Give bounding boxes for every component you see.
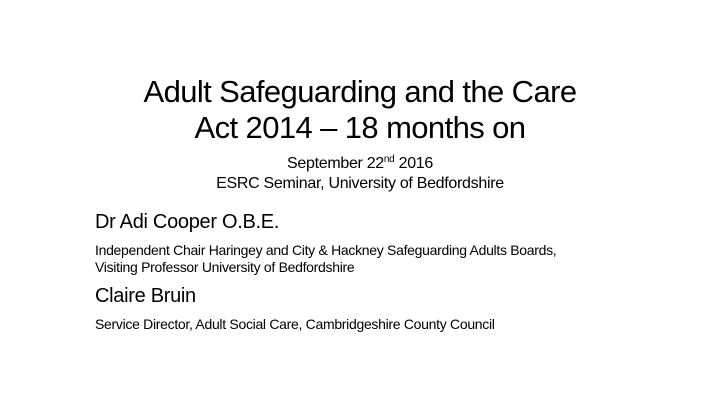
title-line-2: Act 2014 – 18 months on — [194, 110, 526, 145]
title-block — [60, 74, 660, 194]
date-suffix: 2016 — [394, 155, 433, 172]
title-line-1: Adult Safeguarding and the Care — [143, 74, 577, 109]
speaker-role-2 — [95, 316, 695, 333]
speaker-role-1-line-1: Independent Chair Haringey and City & Hackney Safeguarding Adults Boards, — [95, 242, 557, 258]
speaker-list — [95, 210, 695, 333]
seminar-date — [60, 154, 660, 174]
date-superscript: nd — [383, 154, 395, 165]
seminar-event: ESRC Seminar, University of Bedfordshire — [216, 175, 504, 192]
speaker-name-2: Claire Bruin — [95, 285, 196, 307]
speaker-name-1: Dr Adi Cooper O.B.E. — [95, 211, 280, 233]
speaker-role-1-line-2: Visiting Professor University of Bedfordshire — [95, 259, 355, 275]
date-prefix: September 22 — [287, 155, 384, 172]
speaker-role-1 — [95, 242, 695, 276]
speaker-role-2-line-1: Service Director, Adult Social Care, Cambridgeshire County Council — [95, 316, 495, 332]
